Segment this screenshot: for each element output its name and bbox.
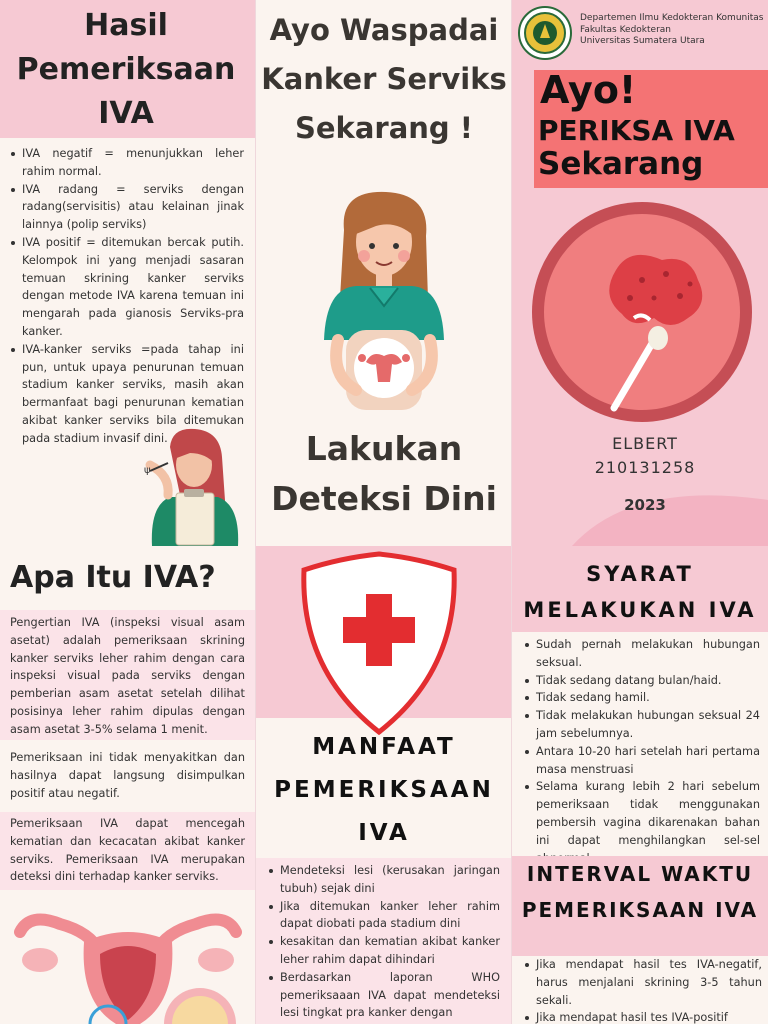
thinking-woman-illustration bbox=[140, 425, 245, 546]
syarat-item: Tidak melakukan hubungan seksual 24 jam sebelumnya. bbox=[522, 707, 760, 743]
manfaat-item: Mendeteksi lesi (kerusakan jaringan tubuh) sejak dini bbox=[266, 862, 500, 898]
hasil-title: Hasil Pemeriksaan IVA bbox=[16, 8, 236, 131]
syarat-item: Antara 10-20 hari setelah hari pertama masa menstruasi bbox=[522, 743, 760, 779]
syarat-item: Tidak sedang datang bulan/haid. bbox=[522, 672, 760, 690]
cover-panel bbox=[256, 0, 512, 546]
promo-panel bbox=[512, 0, 768, 546]
woman-uterus-illustration bbox=[316, 190, 452, 412]
promo-author: ELBERT bbox=[612, 434, 678, 453]
syarat-item: Sudah pernah melakukan hubungan seksual. bbox=[522, 636, 760, 672]
hasil-item: IVA radang = serviks dengan radang(servisitis) atau kelainan jinak lainnya (polip serviks) bbox=[8, 181, 244, 234]
apa-p3: Pemeriksaan IVA dapat mencegah kematian dan kecacatan akibat kanker serviks. Pemeriksaan IVA merupakan deteksi dini terhadap kanker serviks. bbox=[10, 817, 245, 884]
apa-p2: Pemeriksaan ini tidak menyakitkan dan hasilnya dapat langsung disimpulkan positif atau negatif. bbox=[10, 751, 245, 800]
interval-item: Jika mendapat hasil tes IVA-negatif, harus menjalani skrining 3-5 tahun sekali. bbox=[522, 956, 762, 1009]
apa-p1: Pengertian IVA (inspeksi visual asam asetat) adalah pemeriksaan skrining kanker serviks leher rahim dengan cara inspeksi visual pada serviks dengan pemberian asam asetat setelah dilihat posisinya leher rahim dipulas dengan asam asetat 3-5% selama 1 menit. bbox=[10, 616, 245, 736]
uterus-illustration bbox=[0, 902, 256, 1024]
hasil-item: IVA positif = ditemukan bercak putih. Kelompok ini yang menjadi sasaran temuan skrining kanker serviks dengan metode IVA karena temuan ini mengarah pada gianosis Serviks-pra kanker. bbox=[8, 234, 244, 341]
syarat-title: SYARAT MELAKUKAN IVA bbox=[523, 562, 757, 622]
manfaat-list bbox=[266, 862, 500, 1022]
syarat-item: Tidak sedang hamil. bbox=[522, 689, 760, 707]
cover-headline: Ayo Waspadai Kanker Serviks Sekarang ! bbox=[261, 13, 507, 145]
apa-panel bbox=[0, 546, 256, 1024]
shield-cross-icon bbox=[300, 550, 458, 736]
hasil-panel bbox=[0, 0, 256, 546]
institution-line-3: Universitas Sumatera Utara bbox=[580, 36, 705, 46]
interval-item: Jika mendapat hasil tes IVA-positif bbox=[522, 1009, 762, 1024]
interval-list bbox=[522, 956, 762, 1024]
panel-divider bbox=[255, 0, 256, 1024]
promo-line-2: Sekarang bbox=[538, 146, 704, 182]
institution-line-2: Fakultas Kedokteran bbox=[580, 24, 672, 35]
interval-title: INTERVAL WAKTU PEMERIKSAAN IVA bbox=[521, 862, 759, 922]
manfaat-item: kesakitan dan kematian akibat kanker leher rahim dapat dihindari bbox=[266, 933, 500, 969]
university-seal-logo bbox=[518, 6, 572, 60]
institution-text bbox=[580, 13, 764, 48]
hasil-item: IVA-kanker serviks =pada tahap ini pun, untuk upaya penurunan temuan stadium kanker serviks, masih akan bermanfaat bagi penurunan kematian akibat kanker serviks bila ditemukan pada stadium invasif dini. bbox=[8, 341, 244, 448]
hasil-item: IVA negatif = menunjukkan leher rahim normal. bbox=[8, 145, 244, 181]
apa-title: Apa Itu IVA? bbox=[10, 560, 216, 595]
wave-decoration bbox=[512, 440, 768, 546]
manfaat-panel bbox=[256, 546, 512, 1024]
promo-ayo: Ayo! bbox=[540, 68, 637, 112]
promo-nim: 210131258 bbox=[594, 458, 696, 477]
syarat-list bbox=[522, 636, 760, 867]
cover-tagline: Lakukan Deteksi Dini bbox=[271, 429, 497, 518]
svg-text:ψ: ψ bbox=[144, 465, 151, 476]
promo-year: 2023 bbox=[624, 496, 666, 514]
manfaat-item: Jika ditemukan kanker leher rahim dapat diobati pada stadium dini bbox=[266, 898, 500, 934]
syarat-panel bbox=[512, 546, 768, 1024]
institution-line-1: Departemen Ilmu Kedokteran Komunitas bbox=[580, 13, 764, 23]
promo-line-1: PERIKSA IVA bbox=[538, 114, 735, 147]
syarat-item: Selama kurang lebih 2 hari sebelum pemeriksaan tidak menggunakan pembersih vagina dikarenakan bahan ini dapat menghilangkan sel-sel bbox=[522, 778, 760, 867]
manfaat-title: MANFAAT PEMERIKSAAN IVA bbox=[274, 734, 494, 846]
hasil-list bbox=[8, 145, 244, 448]
cervix-swab-illustration bbox=[530, 200, 754, 424]
panel-divider bbox=[511, 0, 512, 1024]
manfaat-item: Berdasarkan laporan WHO pemeriksaaan IVA dapat mendeteksi lesi tingkat pra kanker dengan bbox=[266, 969, 500, 1022]
